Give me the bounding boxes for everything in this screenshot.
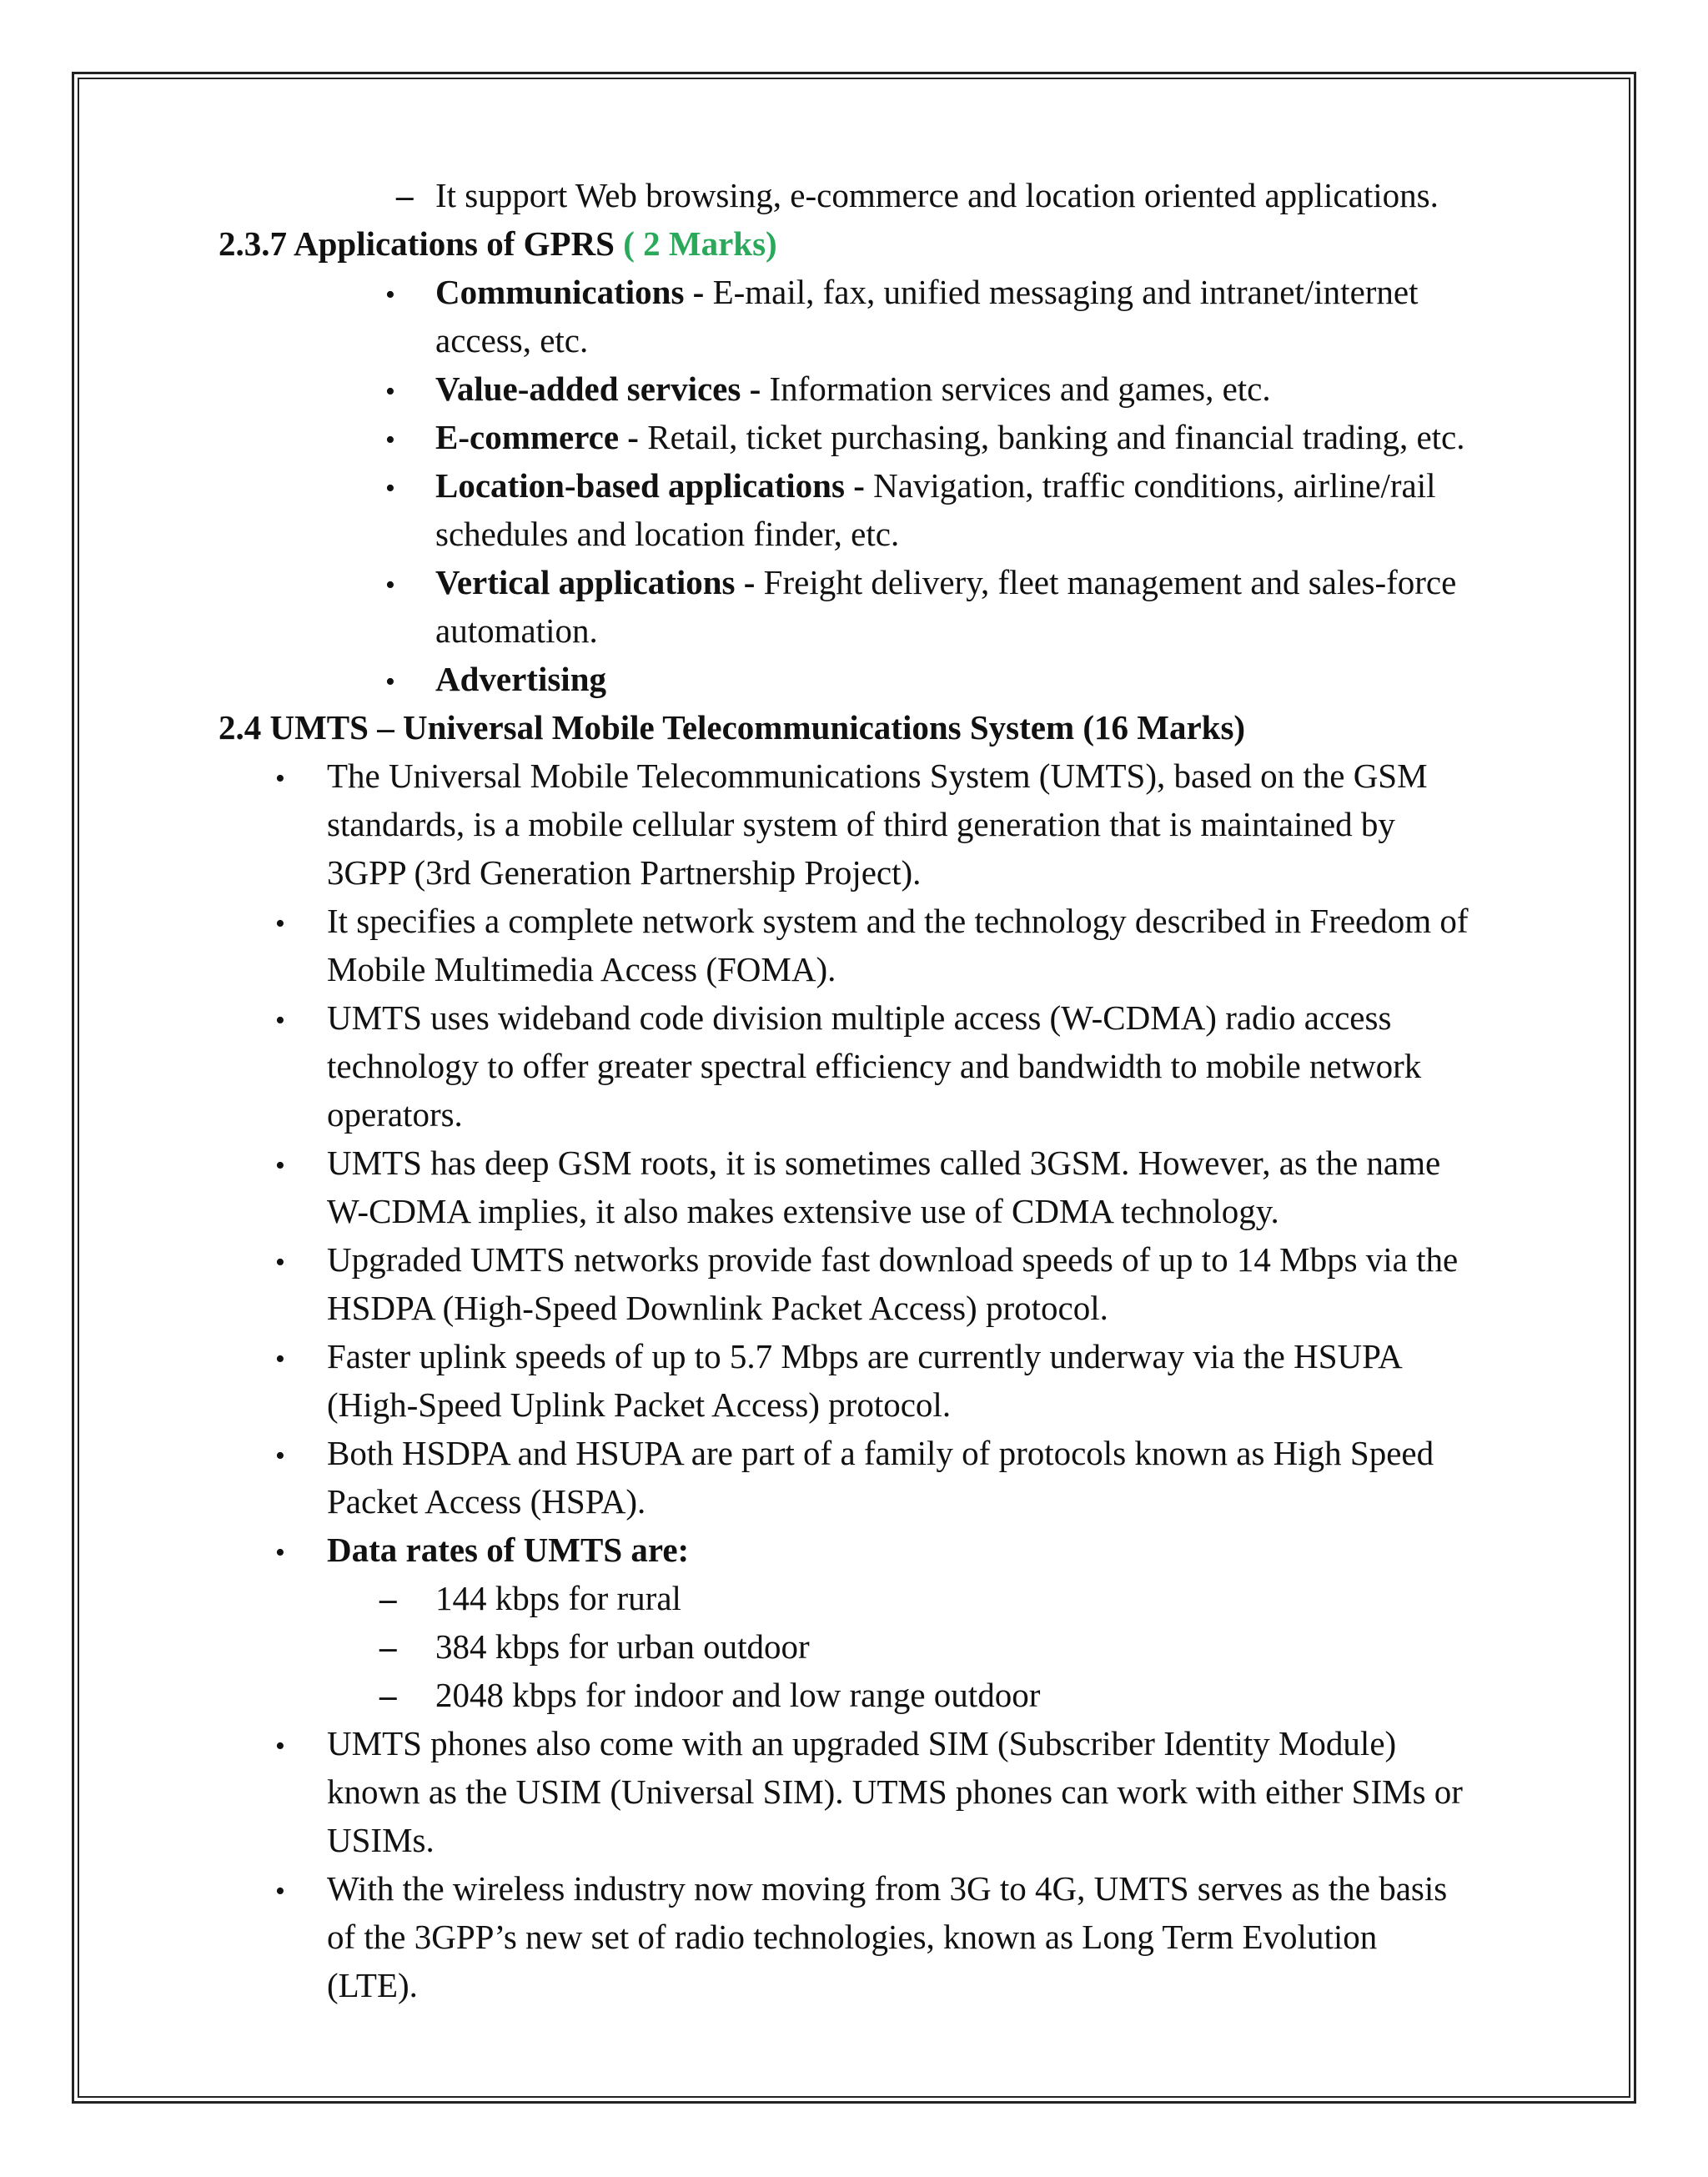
list-item-continuation: operators. bbox=[327, 1095, 463, 1134]
bullet-icon: • bbox=[385, 570, 395, 601]
list-item-advertising: Advertising bbox=[435, 660, 606, 698]
list-item-continuation: technology to offer greater spectral efficiency and bandwidth to mobile network bbox=[327, 1047, 1422, 1085]
bullet-icon: • bbox=[275, 1731, 285, 1762]
list-item-continuation: W-CDMA implies, it also makes extensive use of CDMA technology. bbox=[327, 1192, 1279, 1230]
list-item-text: Information services and games, etc. bbox=[761, 370, 1271, 408]
list-item-communications bbox=[435, 268, 1419, 316]
bullet-icon: • bbox=[275, 1440, 285, 1471]
list-item-label: Location-based applications - bbox=[435, 466, 865, 505]
section-heading-24: 2.4 UMTS – Universal Mobile Telecommunications System (16 Marks) bbox=[219, 708, 1246, 747]
list-item-text: With the wireless industry now moving from 3G to 4G, UMTS serves as the basis bbox=[327, 1869, 1448, 1908]
list-item-text: E-mail, fax, unified messaging and intranet/internet bbox=[704, 273, 1419, 311]
bullet-icon: • bbox=[385, 666, 395, 697]
list-item-text: UMTS has deep GSM roots, it is sometimes called 3GSM. However, as the name bbox=[327, 1144, 1441, 1182]
list-item-continuation: known as the USIM (Universal SIM). UTMS phones can work with either SIMs or bbox=[327, 1772, 1463, 1811]
list-item-continuation: automation. bbox=[435, 611, 598, 650]
bullet-icon: • bbox=[385, 425, 395, 455]
data-rate-item: 144 kbps for rural bbox=[435, 1579, 681, 1617]
list-item-continuation: Packet Access (HSPA). bbox=[327, 1482, 646, 1521]
data-rate-item: 2048 kbps for indoor and low range outdoor bbox=[435, 1676, 1041, 1714]
list-item-text: The Universal Mobile Telecommunications System (UMTS), based on the GSM bbox=[327, 757, 1428, 795]
bullet-icon: • bbox=[275, 1150, 285, 1181]
bullet-icon: • bbox=[275, 1247, 285, 1278]
data-rates-label: Data rates of UMTS are: bbox=[327, 1531, 690, 1569]
list-item-text: UMTS uses wideband code division multiple access (W-CDMA) radio access bbox=[327, 998, 1392, 1037]
list-item-text: UMTS phones also come with an upgraded SIM (Subscriber Identity Module) bbox=[327, 1724, 1397, 1762]
list-item-continuation: 3GPP (3rd Generation Partnership Project). bbox=[327, 853, 922, 892]
bullet-icon: • bbox=[275, 908, 285, 939]
section-heading-237 bbox=[219, 219, 777, 268]
data-rate-item: 384 kbps for urban outdoor bbox=[435, 1627, 810, 1666]
list-item-continuation: Mobile Multimedia Access (FOMA). bbox=[327, 950, 836, 988]
dash-marker: – bbox=[379, 1676, 397, 1714]
list-item-continuation: HSDPA (High-Speed Downlink Packet Access) protocol. bbox=[327, 1289, 1108, 1327]
list-item-label: E-commerce - bbox=[435, 418, 639, 456]
list-item-text: Retail, ticket purchasing, banking and financial trading, etc. bbox=[638, 418, 1465, 456]
list-item-label: Communications - bbox=[435, 273, 705, 311]
bullet-icon: • bbox=[275, 763, 285, 794]
bullet-icon: • bbox=[385, 279, 395, 310]
list-item-location bbox=[435, 461, 1436, 510]
list-item-text: Freight delivery, fleet management and sales-force bbox=[755, 563, 1457, 601]
bullet-icon: • bbox=[385, 473, 395, 504]
bullet-icon: • bbox=[275, 1005, 285, 1036]
dash-marker: – bbox=[379, 1579, 397, 1617]
list-item-value-added bbox=[435, 365, 1271, 413]
list-item-text: Upgraded UMTS networks provide fast download speeds of up to 14 Mbps via the bbox=[327, 1240, 1459, 1279]
bullet-icon: • bbox=[385, 376, 395, 407]
bullet-icon: • bbox=[275, 1876, 285, 1907]
bullet-icon: • bbox=[275, 1537, 285, 1568]
list-item-continuation: (High-Speed Uplink Packet Access) protocol. bbox=[327, 1385, 952, 1424]
list-item-vertical bbox=[435, 558, 1456, 606]
list-item-continuation: schedules and location finder, etc. bbox=[435, 515, 900, 553]
list-item-continuation: (LTE). bbox=[327, 1966, 418, 2004]
section-heading-237-marks: ( 2 Marks) bbox=[623, 224, 777, 263]
list-item-text: It specifies a complete network system and the technology described in Freedom of bbox=[327, 902, 1469, 940]
list-item-continuation: of the 3GPP’s new set of radio technologies, known as Long Term Evolution bbox=[327, 1918, 1378, 1956]
dash-marker: – bbox=[379, 1627, 397, 1666]
list-item-ecommerce bbox=[435, 413, 1464, 461]
list-item-label: Vertical applications - bbox=[435, 563, 756, 601]
list-item-text: Navigation, traffic conditions, airline/rail bbox=[864, 466, 1436, 505]
dash-marker: – bbox=[396, 176, 414, 214]
list-item-continuation: USIMs. bbox=[327, 1821, 435, 1859]
list-item-continuation: standards, is a mobile cellular system of third generation that is maintained by bbox=[327, 805, 1395, 843]
list-item-text: Faster uplink speeds of up to 5.7 Mbps are currently underway via the HSUPA bbox=[327, 1337, 1403, 1375]
bullet-icon: • bbox=[275, 1344, 285, 1375]
list-item-continuation: access, etc. bbox=[435, 321, 589, 359]
section-heading-237-title: 2.3.7 Applications of GPRS bbox=[219, 224, 615, 263]
intro-dash-text: It support Web browsing, e-commerce and location oriented applications. bbox=[435, 176, 1439, 214]
list-item-label: Value-added services - bbox=[435, 370, 761, 408]
list-item-text: Both HSDPA and HSUPA are part of a family of protocols known as High Speed bbox=[327, 1434, 1434, 1472]
